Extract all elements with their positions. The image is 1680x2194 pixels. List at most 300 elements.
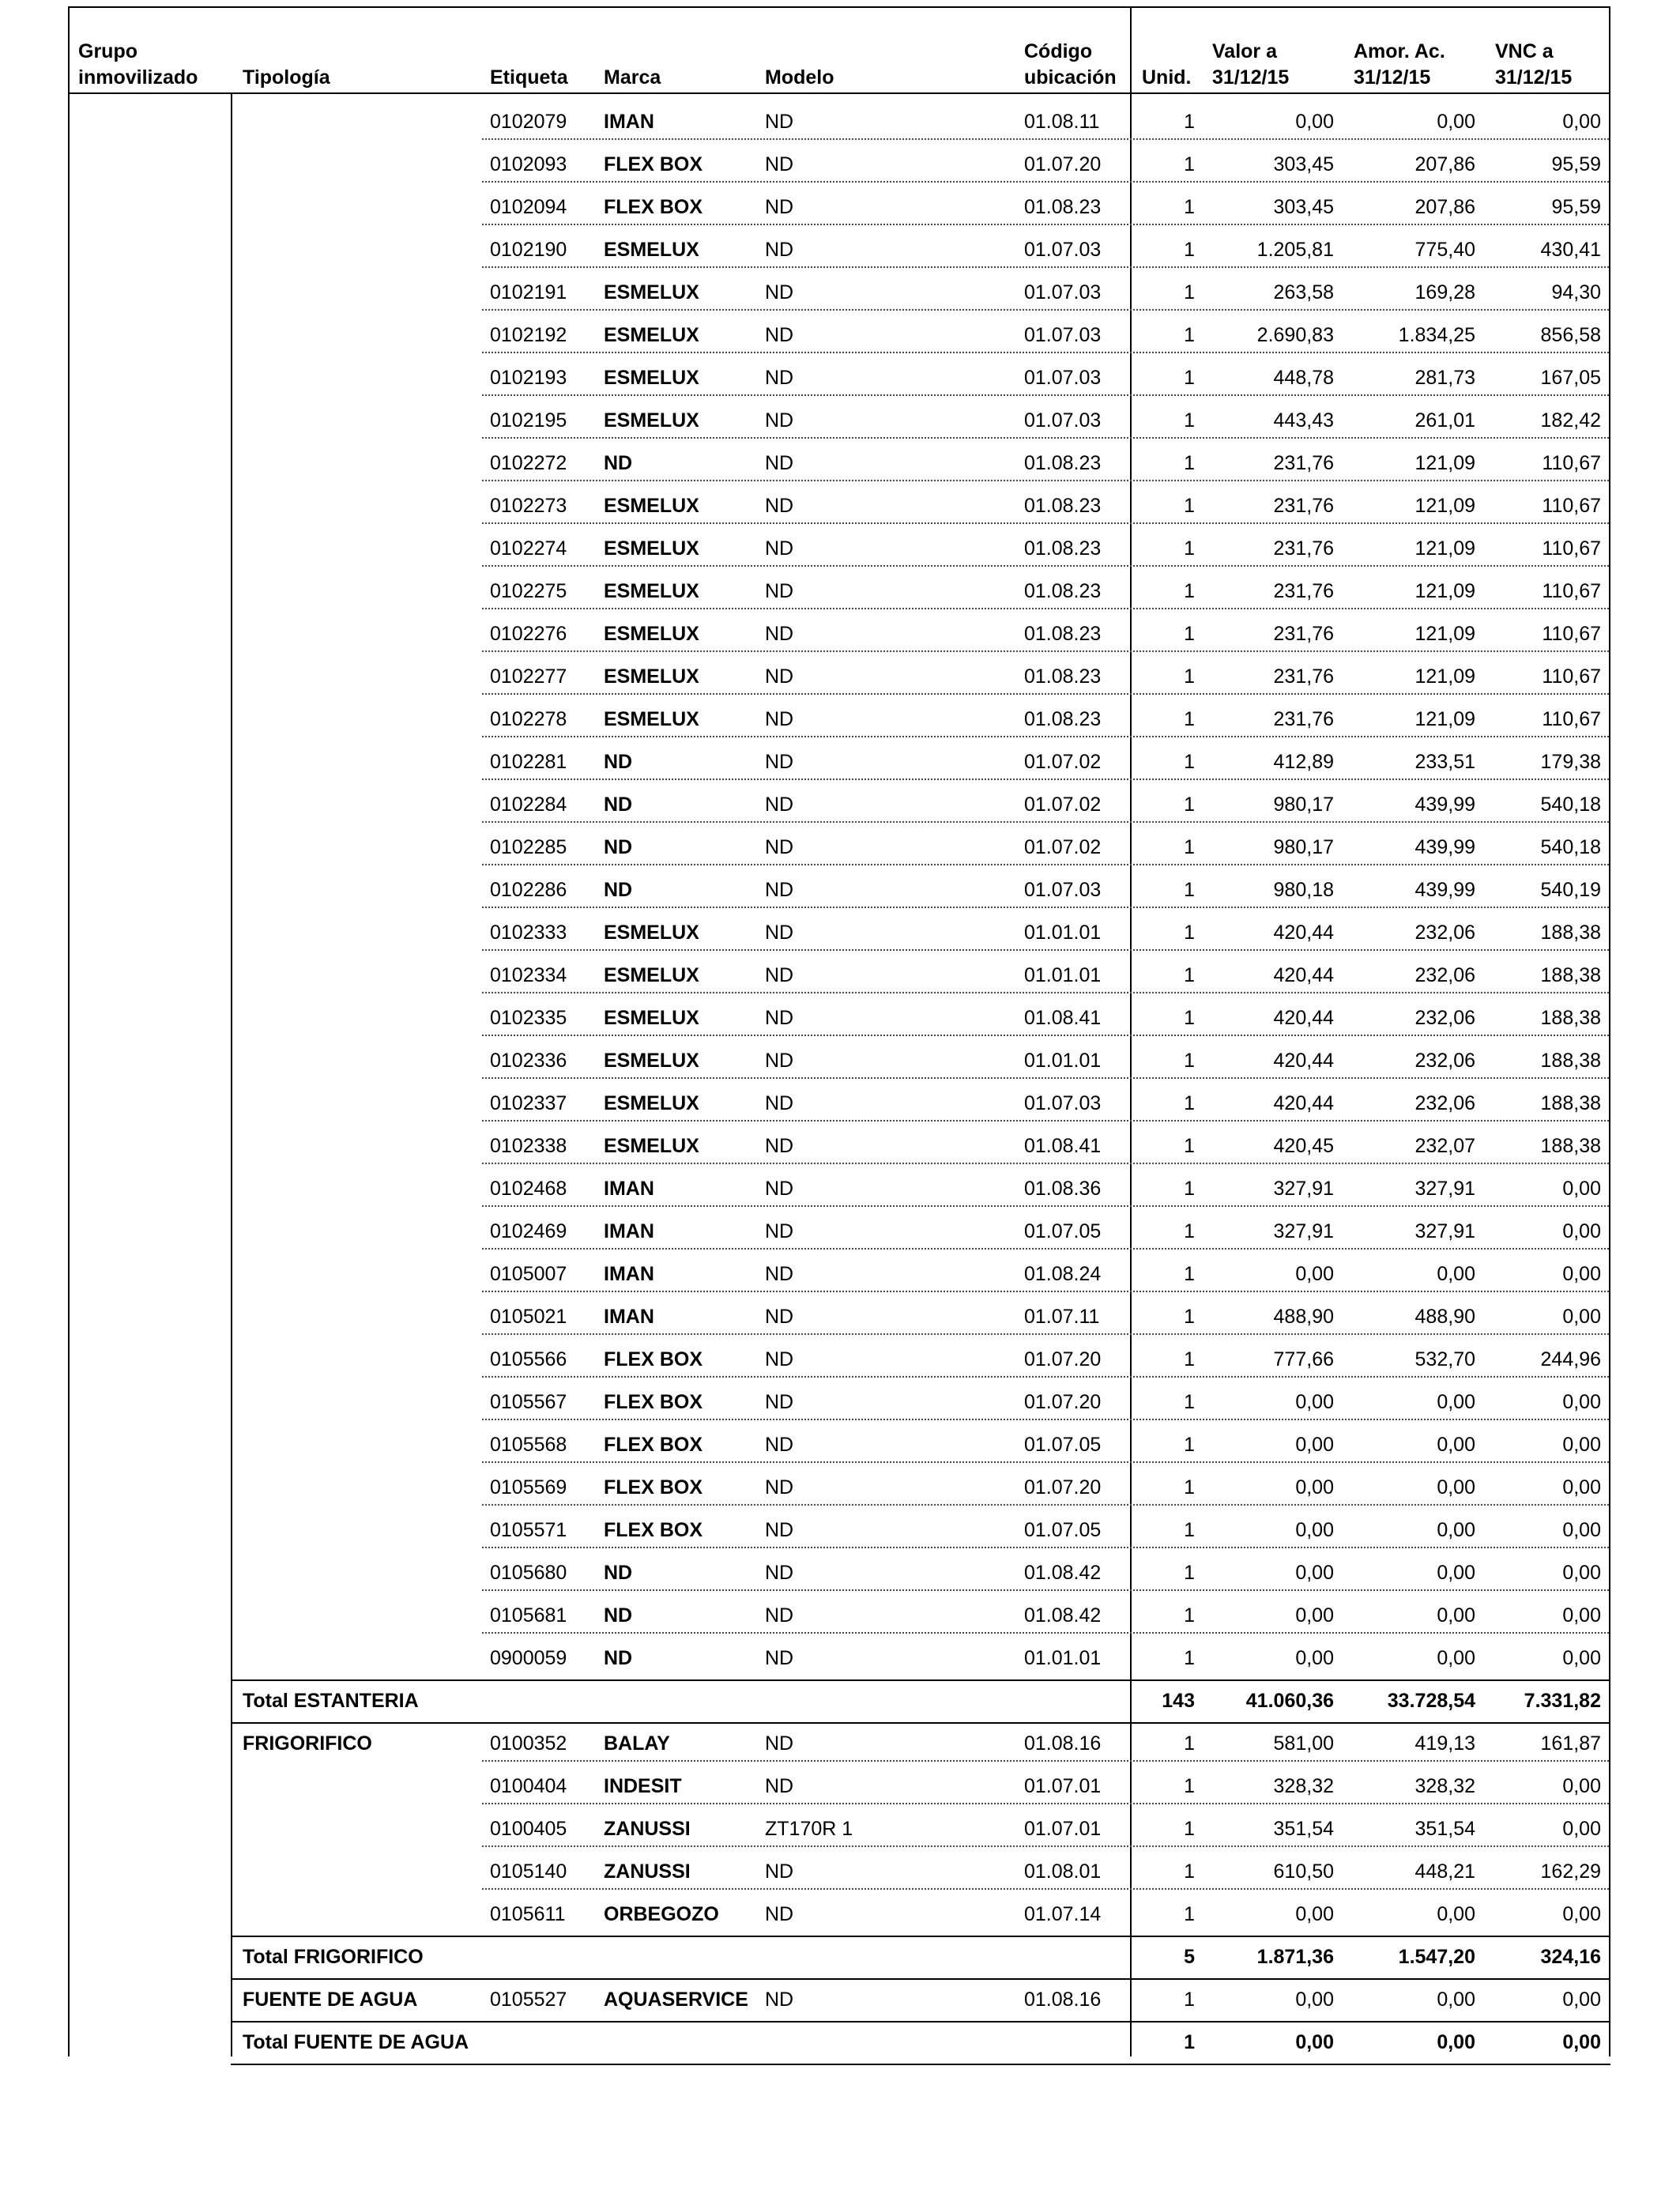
cell-marca: ESMELUX [604, 580, 699, 602]
header-unid: Unid. [1142, 66, 1192, 89]
cell-unid: 1 [1184, 836, 1195, 858]
cell-valor: 231,76 [1273, 623, 1334, 645]
cell-etiqueta: 0102337 [490, 1092, 567, 1114]
cell-valor: 420,44 [1273, 964, 1334, 986]
cell-valor: 420,45 [1273, 1135, 1334, 1157]
cell-unid: 1 [1184, 1178, 1195, 1200]
cell-vnc: 540,19 [1540, 879, 1601, 901]
cell-etiqueta: 0102274 [490, 537, 567, 560]
row-dotted-separator [482, 138, 1609, 140]
cell-unid: 1 [1184, 537, 1195, 560]
cell-unid: 1 [1184, 1306, 1195, 1328]
cell-unid: 1 [1184, 794, 1195, 816]
cell-valor: 0,00 [1295, 1263, 1334, 1285]
cell-valor: 327,91 [1273, 1220, 1334, 1242]
cell-codigo: 01.07.02 [1024, 751, 1102, 773]
cell-codigo: 01.01.01 [1024, 1647, 1102, 1669]
cell-vnc: 540,18 [1540, 836, 1601, 858]
cell-amor: 1.834,25 [1398, 324, 1475, 346]
cell-etiqueta: 0105567 [490, 1391, 567, 1413]
header-modelo: Modelo [765, 66, 834, 89]
cell-codigo: 01.08.42 [1024, 1562, 1102, 1584]
cell-vnc: 188,38 [1540, 1050, 1601, 1072]
cell-etiqueta: 0102278 [490, 708, 567, 730]
row-dotted-separator [482, 778, 1609, 780]
cell-codigo: 01.07.20 [1024, 153, 1102, 175]
cell-valor: 231,76 [1273, 495, 1334, 517]
row-dotted-separator [482, 1888, 1609, 1890]
header-codigo-line1: Código [1024, 40, 1093, 62]
cell-marca: ESMELUX [604, 623, 699, 645]
cell-etiqueta: 0102190 [490, 239, 567, 261]
cell-codigo: 01.08.41 [1024, 1007, 1102, 1029]
cell-unid: 1 [1184, 1519, 1195, 1541]
cell-vnc: 0,00 [1562, 1604, 1601, 1627]
cell-codigo: 01.07.11 [1024, 1306, 1100, 1328]
cell-unid: 1 [1184, 281, 1195, 303]
tipologia-group-label: FRIGORIFICO [243, 1732, 372, 1755]
cell-unid: 1 [1184, 879, 1195, 901]
cell-modelo: ND [765, 281, 794, 303]
cell-vnc: 0,00 [1562, 1519, 1601, 1541]
cell-modelo: ND [765, 836, 794, 858]
cell-vnc: 188,38 [1540, 1007, 1601, 1029]
cell-codigo: 01.08.23 [1024, 495, 1102, 517]
cell-unid: 1 [1184, 1903, 1195, 1925]
header-vnc-line1: VNC a [1495, 40, 1554, 62]
cell-valor: 777,66 [1273, 1348, 1334, 1370]
cell-valor: 231,76 [1273, 452, 1334, 474]
cell-vnc: 110,67 [1542, 708, 1601, 730]
cell-etiqueta: 0102079 [490, 111, 567, 133]
cell-marca: IMAN [604, 1263, 654, 1285]
cell-amor: 207,86 [1414, 196, 1475, 218]
total-label: Total ESTANTERIA [243, 1690, 419, 1712]
cell-amor: 121,09 [1414, 495, 1475, 517]
cell-codigo: 01.07.20 [1024, 1348, 1102, 1370]
cell-codigo: 01.07.03 [1024, 239, 1102, 261]
cell-valor: 980,17 [1273, 836, 1334, 858]
cell-codigo: 01.08.16 [1024, 1989, 1102, 2011]
cell-valor: 420,44 [1273, 1092, 1334, 1114]
cell-etiqueta: 0105568 [490, 1434, 567, 1456]
cell-etiqueta: 0100352 [490, 1732, 567, 1755]
cell-unid: 1 [1184, 111, 1195, 133]
cell-modelo: ND [765, 1135, 794, 1157]
cell-modelo: ND [765, 1434, 794, 1456]
cell-amor: 169,28 [1414, 281, 1475, 303]
cell-valor: 488,90 [1273, 1306, 1334, 1328]
cell-modelo: ND [765, 196, 794, 218]
cell-etiqueta: 0102276 [490, 623, 567, 645]
row-dotted-separator [482, 693, 1609, 695]
cell-valor: 980,18 [1273, 879, 1334, 901]
row-dotted-separator [482, 608, 1609, 609]
cell-marca: IMAN [604, 1306, 654, 1328]
cell-etiqueta: 0102335 [490, 1007, 567, 1029]
cell-modelo: ND [765, 495, 794, 517]
cell-codigo: 01.08.42 [1024, 1604, 1102, 1627]
cell-amor: 0,00 [1437, 1903, 1475, 1925]
cell-valor: 420,44 [1273, 1050, 1334, 1072]
cell-marca: ND [604, 751, 633, 773]
cell-amor: 232,07 [1414, 1135, 1475, 1157]
cell-modelo: ND [765, 1263, 794, 1285]
cell-modelo: ND [765, 964, 794, 986]
cell-modelo: ND [765, 879, 794, 901]
cell-unid: 1 [1184, 495, 1195, 517]
cell-etiqueta: 0102286 [490, 879, 567, 901]
tipologia-group-label: FUENTE DE AGUA [243, 1989, 418, 2011]
cell-modelo: ND [765, 1732, 794, 1755]
cell-codigo: 01.07.01 [1024, 1818, 1102, 1840]
cell-etiqueta: 0102333 [490, 922, 567, 944]
cell-unid: 1 [1184, 409, 1195, 432]
cell-marca: ND [604, 452, 633, 474]
header-valor-line1: Valor a [1212, 40, 1277, 62]
cell-codigo: 01.07.03 [1024, 281, 1102, 303]
cell-marca: BALAY [604, 1732, 670, 1755]
cell-etiqueta: 0105611 [490, 1903, 566, 1925]
total-amor: 33.728,54 [1387, 1690, 1475, 1712]
cell-modelo: ND [765, 1562, 794, 1584]
cell-vnc: 188,38 [1540, 922, 1601, 944]
cell-etiqueta: 0102284 [490, 794, 567, 816]
cell-valor: 231,76 [1273, 665, 1334, 688]
right-border [1609, 6, 1610, 2056]
cell-amor: 232,06 [1414, 1007, 1475, 1029]
left-border [68, 6, 70, 2056]
cell-marca: ESMELUX [604, 708, 699, 730]
cell-marca: ESMELUX [604, 1092, 699, 1114]
total-amor: 1.547,20 [1398, 1946, 1475, 1968]
header-amor-line1: Amor. Ac. [1354, 40, 1445, 62]
total-unid: 5 [1184, 1946, 1195, 1968]
header-vnc-line2: 31/12/15 [1495, 66, 1573, 89]
cell-marca: ESMELUX [604, 964, 699, 986]
row-dotted-separator [482, 1205, 1609, 1207]
cell-etiqueta: 0102191 [490, 281, 567, 303]
cell-modelo: ZT170R 1 [765, 1818, 853, 1840]
cell-marca: FLEX BOX [604, 196, 703, 218]
cell-modelo: ND [765, 111, 794, 133]
cell-unid: 1 [1184, 1220, 1195, 1242]
cell-valor: 327,91 [1273, 1178, 1334, 1200]
cell-vnc: 540,18 [1540, 794, 1601, 816]
cell-amor: 121,09 [1414, 537, 1475, 560]
cell-etiqueta: 0100405 [490, 1818, 567, 1840]
cell-etiqueta: 0900059 [490, 1647, 567, 1669]
cell-codigo: 01.07.01 [1024, 1775, 1102, 1797]
cell-marca: ND [604, 879, 633, 901]
row-dotted-separator [482, 437, 1609, 439]
row-dotted-separator [482, 1120, 1609, 1122]
cell-valor: 0,00 [1295, 1391, 1334, 1413]
cell-etiqueta: 0105007 [490, 1263, 567, 1285]
cell-amor: 488,90 [1414, 1306, 1475, 1328]
cell-valor: 0,00 [1295, 111, 1334, 133]
cell-valor: 420,44 [1273, 1007, 1334, 1029]
row-dotted-separator [482, 1547, 1609, 1548]
cell-codigo: 01.07.20 [1024, 1476, 1102, 1498]
cell-modelo: ND [765, 1391, 794, 1413]
cell-valor: 303,45 [1273, 196, 1334, 218]
cell-vnc: 167,05 [1540, 367, 1601, 389]
cell-unid: 1 [1184, 964, 1195, 986]
cell-modelo: ND [765, 1092, 794, 1114]
total-valor: 1.871,36 [1256, 1946, 1334, 1968]
cell-valor: 610,50 [1273, 1860, 1334, 1883]
cell-unid: 1 [1184, 623, 1195, 645]
cell-unid: 1 [1184, 1732, 1195, 1755]
cell-amor: 0,00 [1437, 1263, 1475, 1285]
cell-vnc: 188,38 [1540, 1135, 1601, 1157]
row-dotted-separator [482, 1419, 1609, 1420]
header-etiqueta: Etiqueta [490, 66, 568, 89]
cell-etiqueta: 0102334 [490, 964, 567, 986]
cell-valor: 0,00 [1295, 1989, 1334, 2011]
cell-valor: 443,43 [1273, 409, 1334, 432]
row-dotted-separator [482, 907, 1609, 908]
cell-amor: 121,09 [1414, 623, 1475, 645]
cell-vnc: 110,67 [1542, 452, 1601, 474]
cell-modelo: ND [765, 1007, 794, 1029]
cell-modelo: ND [765, 1903, 794, 1925]
cell-vnc: 94,30 [1551, 281, 1601, 303]
cell-unid: 1 [1184, 580, 1195, 602]
cell-etiqueta: 0102275 [490, 580, 567, 602]
cell-valor: 980,17 [1273, 794, 1334, 816]
cell-codigo: 01.08.23 [1024, 537, 1102, 560]
cell-codigo: 01.08.23 [1024, 623, 1102, 645]
cell-unid: 1 [1184, 1434, 1195, 1456]
cell-vnc: 95,59 [1551, 196, 1601, 218]
row-dotted-separator [482, 1291, 1609, 1292]
cell-vnc: 0,00 [1562, 1562, 1601, 1584]
cell-modelo: ND [765, 1178, 794, 1200]
cell-etiqueta: 0102277 [490, 665, 567, 688]
cell-marca: AQUASERVICE [604, 1989, 748, 2011]
cell-amor: 327,91 [1414, 1220, 1475, 1242]
cell-etiqueta: 0105140 [490, 1860, 567, 1883]
cell-unid: 1 [1184, 153, 1195, 175]
cell-codigo: 01.07.03 [1024, 324, 1102, 346]
cell-valor: 412,89 [1273, 751, 1334, 773]
cell-etiqueta: 0102273 [490, 495, 567, 517]
cell-amor: 351,54 [1414, 1818, 1475, 1840]
cell-etiqueta: 0102285 [490, 836, 567, 858]
cell-unid: 1 [1184, 239, 1195, 261]
cell-vnc: 244,96 [1540, 1348, 1601, 1370]
cell-marca: IMAN [604, 111, 654, 133]
cell-marca: ZANUSSI [604, 1860, 691, 1883]
cell-unid: 1 [1184, 1050, 1195, 1072]
total-unid: 143 [1162, 1690, 1195, 1712]
cell-marca: INDESIT [604, 1775, 682, 1797]
cell-vnc: 0,00 [1562, 1306, 1601, 1328]
cell-marca: FLEX BOX [604, 1476, 703, 1498]
row-dotted-separator [482, 992, 1609, 993]
total-amor: 0,00 [1437, 2031, 1475, 2053]
total-unid: 1 [1184, 2031, 1195, 2053]
cell-amor: 439,99 [1414, 879, 1475, 901]
row-dotted-separator [482, 1504, 1609, 1506]
cell-unid: 1 [1184, 1348, 1195, 1370]
cell-modelo: ND [765, 1647, 794, 1669]
cell-unid: 1 [1184, 1476, 1195, 1498]
cell-unid: 1 [1184, 1604, 1195, 1627]
row-dotted-separator [482, 1077, 1609, 1079]
cell-valor: 328,32 [1273, 1775, 1334, 1797]
header-codigo-line2: ubicación [1024, 66, 1117, 89]
row-dotted-separator [482, 1632, 1609, 1634]
cell-unid: 1 [1184, 1007, 1195, 1029]
cell-unid: 1 [1184, 452, 1195, 474]
cell-vnc: 161,87 [1540, 1732, 1601, 1755]
cell-unid: 1 [1184, 665, 1195, 688]
cell-codigo: 01.07.03 [1024, 1092, 1102, 1114]
cell-modelo: ND [765, 922, 794, 944]
cell-amor: 448,21 [1414, 1860, 1475, 1883]
cell-amor: 0,00 [1437, 1476, 1475, 1498]
cell-marca: IMAN [604, 1178, 654, 1200]
cell-amor: 281,73 [1414, 367, 1475, 389]
cell-marca: ESMELUX [604, 537, 699, 560]
cell-marca: IMAN [604, 1220, 654, 1242]
cell-amor: 0,00 [1437, 1391, 1475, 1413]
cell-modelo: ND [765, 239, 794, 261]
cell-modelo: ND [765, 580, 794, 602]
row-dotted-separator [482, 1589, 1609, 1591]
cell-etiqueta: 0102469 [490, 1220, 567, 1242]
cell-etiqueta: 0105021 [490, 1306, 567, 1328]
cell-unid: 1 [1184, 1860, 1195, 1883]
cell-vnc: 430,41 [1540, 239, 1601, 261]
cell-valor: 1.205,81 [1256, 239, 1334, 261]
cell-vnc: 110,67 [1542, 623, 1601, 645]
header-grupo-line1: Grupo [78, 40, 137, 62]
cell-valor: 0,00 [1295, 1434, 1334, 1456]
total-vnc: 324,16 [1540, 1946, 1601, 1968]
cell-marca: FLEX BOX [604, 1519, 703, 1541]
cell-unid: 1 [1184, 1391, 1195, 1413]
cell-amor: 232,06 [1414, 1092, 1475, 1114]
cell-unid: 1 [1184, 751, 1195, 773]
cell-modelo: ND [765, 1220, 794, 1242]
cell-vnc: 110,67 [1542, 580, 1601, 602]
header-amor-line2: 31/12/15 [1354, 66, 1431, 89]
cell-etiqueta: 0105681 [490, 1604, 567, 1627]
cell-valor: 448,78 [1273, 367, 1334, 389]
cell-vnc: 856,58 [1540, 324, 1601, 346]
cell-valor: 0,00 [1295, 1647, 1334, 1669]
cell-etiqueta: 0102195 [490, 409, 567, 432]
cell-etiqueta: 0102093 [490, 153, 567, 175]
cell-valor: 231,76 [1273, 580, 1334, 602]
cell-amor: 121,09 [1414, 708, 1475, 730]
cell-modelo: ND [765, 708, 794, 730]
cell-vnc: 110,67 [1542, 495, 1601, 517]
top-border [68, 6, 1610, 8]
cell-codigo: 01.08.23 [1024, 452, 1102, 474]
cell-vnc: 0,00 [1562, 1775, 1601, 1797]
cell-etiqueta: 0105571 [490, 1519, 567, 1541]
cell-amor: 207,86 [1414, 153, 1475, 175]
cell-amor: 775,40 [1414, 239, 1475, 261]
cell-amor: 328,32 [1414, 1775, 1475, 1797]
cell-etiqueta: 0100404 [490, 1775, 567, 1797]
cell-codigo: 01.07.03 [1024, 409, 1102, 432]
cell-marca: ESMELUX [604, 367, 699, 389]
cell-amor: 532,70 [1414, 1348, 1475, 1370]
cell-marca: FLEX BOX [604, 1348, 703, 1370]
cell-unid: 1 [1184, 1989, 1195, 2011]
cell-modelo: ND [765, 1050, 794, 1072]
cell-modelo: ND [765, 1306, 794, 1328]
cell-codigo: 01.01.01 [1024, 922, 1102, 944]
cell-modelo: ND [765, 623, 794, 645]
cell-modelo: ND [765, 794, 794, 816]
row-dotted-separator [482, 1035, 1609, 1036]
row-dotted-separator [482, 949, 1609, 951]
cell-amor: 0,00 [1437, 1434, 1475, 1456]
cell-modelo: ND [765, 665, 794, 688]
cell-unid: 1 [1184, 1818, 1195, 1840]
row-dotted-separator [482, 352, 1609, 353]
cell-codigo: 01.08.23 [1024, 580, 1102, 602]
cell-valor: 0,00 [1295, 1476, 1334, 1498]
total-vnc: 0,00 [1562, 2031, 1601, 2053]
cell-codigo: 01.07.03 [1024, 367, 1102, 389]
cell-valor: 0,00 [1295, 1604, 1334, 1627]
cell-modelo: ND [765, 452, 794, 474]
cell-unid: 1 [1184, 1092, 1195, 1114]
cell-marca: ESMELUX [604, 665, 699, 688]
cell-marca: FLEX BOX [604, 153, 703, 175]
total-valor: 0,00 [1295, 2031, 1334, 2053]
cell-vnc: 0,00 [1562, 1818, 1601, 1840]
cell-vnc: 188,38 [1540, 964, 1601, 986]
row-dotted-separator [482, 736, 1609, 737]
cell-amor: 0,00 [1437, 1519, 1475, 1541]
row-dotted-separator [482, 309, 1609, 311]
cell-valor: 303,45 [1273, 153, 1334, 175]
cell-vnc: 182,42 [1540, 409, 1601, 432]
cell-marca: ESMELUX [604, 281, 699, 303]
row-dotted-separator [482, 522, 1609, 524]
cell-modelo: ND [765, 751, 794, 773]
cell-valor: 351,54 [1273, 1818, 1334, 1840]
cell-unid: 1 [1184, 1775, 1195, 1797]
header-tipologia: Tipología [243, 66, 330, 89]
cell-amor: 121,09 [1414, 452, 1475, 474]
cell-amor: 327,91 [1414, 1178, 1475, 1200]
cell-modelo: ND [765, 153, 794, 175]
tipologia-left-border [231, 94, 232, 2056]
row-dotted-separator [482, 565, 1609, 567]
cell-vnc: 0,00 [1562, 1989, 1601, 2011]
cell-codigo: 01.07.05 [1024, 1434, 1102, 1456]
cell-vnc: 0,00 [1562, 111, 1601, 133]
total-label: Total FRIGORIFICO [243, 1946, 424, 1968]
header-bottom-border [68, 92, 1610, 94]
cell-amor: 232,06 [1414, 922, 1475, 944]
cell-unid: 1 [1184, 708, 1195, 730]
cell-unid: 1 [1184, 1263, 1195, 1285]
cell-marca: ND [604, 794, 633, 816]
row-dotted-separator [482, 821, 1609, 823]
cell-valor: 231,76 [1273, 708, 1334, 730]
